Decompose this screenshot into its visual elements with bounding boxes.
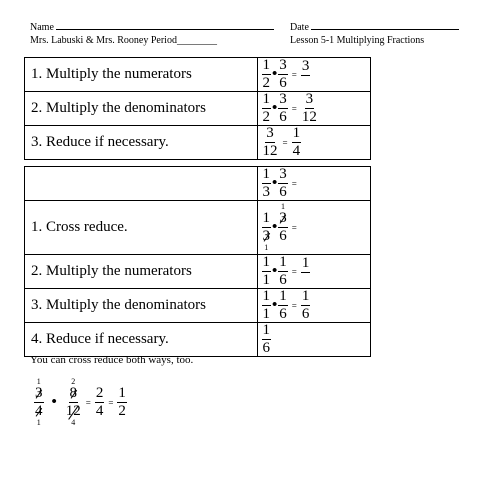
equals-sign: = (291, 266, 297, 277)
step-math (257, 167, 370, 201)
step-label: 4. Reduce if necessary. (25, 323, 258, 357)
multiply-dot: • (272, 263, 278, 279)
step-math (257, 255, 370, 289)
reduced-value: 1 (264, 243, 269, 252)
step-label (25, 167, 258, 201)
fraction: $\frac{2}{4}$ (95, 385, 104, 419)
step-label: 3. Reduce if necessary. (25, 126, 258, 160)
date-line (311, 29, 459, 30)
equals-sign: = (108, 397, 114, 408)
cross-reduce-fraction-b: 1 $\frac{3}{6}$ (279, 202, 287, 244)
steps-table-2 (24, 166, 371, 357)
table-row (25, 167, 371, 201)
fraction: $\frac{1}{6}$ (279, 288, 287, 322)
table-row (25, 323, 371, 357)
step-math (257, 289, 370, 323)
multiply-dot: • (272, 219, 278, 235)
fraction: $\frac{1}{1}$ (262, 254, 271, 288)
table-row (25, 289, 371, 323)
name-line (56, 29, 274, 30)
fraction: $\frac{1}{2}$ (262, 91, 270, 125)
reduced-value: 1 (36, 377, 41, 386)
equals-sign: = (282, 137, 288, 148)
result-fraction: $\frac{1}{6}$ (262, 322, 271, 356)
fraction: $\frac{3}{12}$ (262, 125, 278, 159)
reduced-value: 1 (281, 202, 286, 211)
equals-sign: = (291, 222, 297, 233)
fraction: $\frac{3}{6}$ (279, 166, 287, 200)
fraction: $\frac{1}{2}$ (262, 57, 270, 91)
teachers-period: Mrs. Labuski & Mrs. Rooney Period________ (30, 35, 217, 46)
step-label: 2. Multiply the numerators (25, 255, 258, 289)
equals-sign: = (291, 103, 297, 114)
cross-reduce-fraction-a: $\frac{1}{3}$ 1 (262, 210, 271, 252)
table-row (25, 255, 371, 289)
result-fraction: $\frac{3}{12}$ (301, 91, 317, 125)
fraction: $\frac{1}{3}$ (262, 166, 271, 200)
step-label: 1. Multiply the numerators (25, 58, 258, 92)
reduced-value: 4 (71, 418, 76, 427)
step-math (257, 126, 371, 160)
equals-sign: = (291, 178, 297, 189)
example-fraction-b: 2 $\frac{8}{12}$ 4 (65, 377, 81, 427)
lesson-title: Lesson 5-1 Multiplying Fractions (290, 35, 425, 46)
result-fraction: $\frac{1}{6}$ (301, 288, 310, 322)
step-math (257, 92, 371, 126)
equals-sign: = (291, 300, 297, 311)
result-fraction: 1 (301, 254, 310, 271)
steps-table-1 (24, 57, 371, 160)
result-fraction: $\frac{1}{4}$ (292, 125, 301, 159)
multiply-dot: • (272, 175, 278, 191)
fraction: $\frac{3}{6}$ (279, 57, 287, 91)
result-fraction: $\frac{1}{2}$ (118, 385, 126, 419)
reduced-value: 1 (36, 418, 41, 427)
equals-sign: = (85, 397, 91, 408)
step-label: 3. Multiply the denominators (25, 289, 258, 323)
table-row (25, 201, 371, 255)
multiply-dot: • (272, 100, 278, 116)
cross-reduce-note: You can cross reduce both ways, too. (30, 354, 194, 366)
step-math (257, 58, 371, 92)
step-math (257, 201, 370, 255)
table-row (25, 58, 371, 92)
fraction: $\frac{3}{6}$ (279, 91, 287, 125)
fraction: $\frac{1}{1}$ (262, 288, 271, 322)
fraction: $\frac{1}{6}$ (279, 254, 287, 288)
result-fraction: 3 (301, 57, 310, 74)
step-label: 2. Multiply the denominators (25, 92, 258, 126)
reduced-value: 2 (71, 377, 76, 386)
multiply-dot: • (51, 394, 57, 410)
worked-example (34, 378, 127, 427)
multiply-dot: • (272, 297, 278, 313)
table-row (25, 126, 371, 160)
table-row (25, 92, 371, 126)
equals-sign: = (291, 69, 297, 80)
step-math (257, 323, 370, 357)
multiply-dot: • (272, 66, 278, 82)
name-label: Name (30, 22, 274, 33)
example-fraction-a: 1 $\frac{3}{4}$ 1 (35, 377, 43, 427)
step-label: 1. Cross reduce. (25, 201, 258, 255)
date-label: Date (290, 22, 459, 33)
